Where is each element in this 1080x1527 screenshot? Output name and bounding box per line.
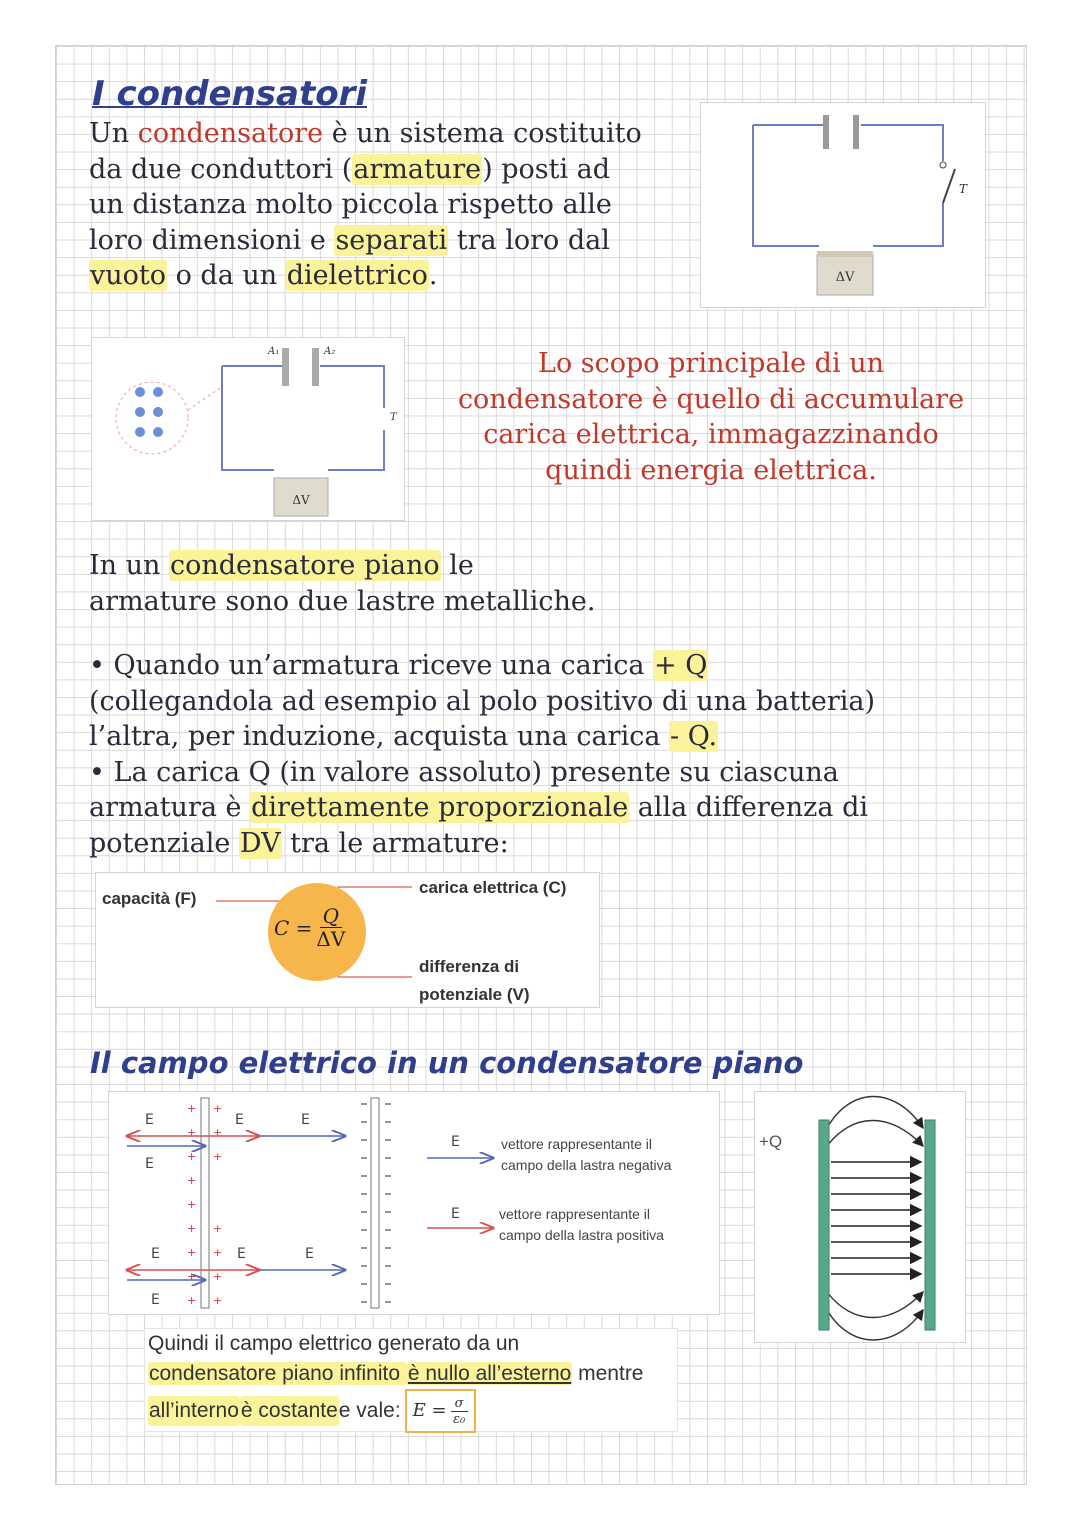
page-title: I condensatori [92, 74, 368, 114]
svg-text:+: + [187, 1294, 197, 1307]
legend-negative: vettore rappresentante il campo della lastra negativa [501, 1136, 672, 1173]
circuit-2-svg [92, 338, 404, 520]
e1-label: E [145, 1112, 154, 1128]
plate-a1-label: A₁ [268, 346, 280, 357]
svg-text:+: + [187, 1198, 197, 1211]
term-vuoto: vuoto [90, 260, 167, 291]
e1-label: E [151, 1246, 160, 1262]
svg-text:+: + [213, 1102, 223, 1115]
field-svg [109, 1092, 719, 1314]
plates-svg [755, 1092, 965, 1342]
svg-text:+: + [187, 1270, 197, 1283]
plates-field-diagram [754, 1091, 966, 1343]
svg-text:+: + [187, 1246, 197, 1259]
scope-paragraph: Lo scopo principale di un condensatore è quello di accumulare carica elettrica, immagazzinando quindi energia elettrica. [457, 348, 965, 486]
intro-paragraph: Un condensatore è un sistema costituito da due conduttori (armature) posti ad un distanza molto piccola rispetto alle loro dimensioni e separati tra loro dal vuoto o da un dielettrico. [89, 118, 642, 291]
svg-text:+: + [213, 1150, 223, 1163]
e2-label: E [151, 1292, 160, 1308]
e2-label: E [145, 1156, 154, 1172]
plate-a2-label: A₂ [324, 346, 336, 357]
term-dv: DV [239, 827, 281, 859]
piano-paragraph: In un condensatore piano le armature sono due lastre metalliche. [89, 550, 596, 617]
battery-2-dv-label: ΔV [292, 493, 310, 507]
term-condensatore-piano: condensatore piano [170, 550, 440, 581]
capacity-label: capacità (F) [102, 889, 197, 908]
term-armature: armature [353, 153, 482, 185]
bullets-paragraph: • Quando un’armatura riceve una carica + Q (collegandola ad esempio al polo positivo di una batteria) l’altra, per induzione, acquista una carica - Q. • La carica Q (in valore assoluto) presente su ciascuna armatura è direttamente proporzionale alla differenza di potenziale DV tra le armature: [89, 650, 876, 859]
term-proporzionale: direttamente proporzionale [251, 792, 629, 823]
conclusion-box: Quindi il campo elettrico generato da un condensatore piano infinito è nullo all’esterno mentre all’interno è costante e vale: E = $\frac{\sigma}{\text{ε₀}}$ [144, 1328, 678, 1432]
circuit-1-svg [701, 103, 985, 307]
potential-label: differenza di potenziale (V) [419, 957, 530, 1004]
svg-text:+: + [213, 1222, 223, 1235]
term-dielettrico: dielettrico [286, 260, 428, 291]
legend-e2-label: E [451, 1134, 460, 1150]
term-plus-q: + Q [654, 650, 708, 681]
svg-text:+: + [187, 1126, 197, 1139]
charge-label: carica elettrica (C) [419, 878, 567, 897]
svg-text:+: + [213, 1294, 223, 1307]
svg-text:+: + [213, 1270, 223, 1283]
svg-text:+: + [213, 1126, 223, 1139]
circuit-diagram-1 [700, 102, 986, 308]
plus-q-label: +Q [759, 1132, 783, 1151]
circuit-diagram-2 [91, 337, 405, 521]
svg-text:+: + [187, 1150, 197, 1163]
svg-text:+: + [187, 1222, 197, 1235]
svg-text:+: + [187, 1102, 197, 1115]
field-formula: E = $\frac{\sigma}{\text{ε₀}}$ [405, 1389, 476, 1433]
formula-expression: C = $\frac{Q}{\Delta V}$ [274, 904, 346, 951]
e2-label: E [301, 1112, 310, 1128]
battery-dv-label: ΔV [835, 270, 855, 285]
switch-label: T [959, 182, 968, 196]
e2-label: E [305, 1246, 314, 1262]
legend-positive: vettore rappresentante il campo della lastra positiva [499, 1206, 664, 1243]
capacity-formula-box [95, 872, 600, 1008]
svg-text:+: + [213, 1246, 223, 1259]
field-diagram [108, 1091, 720, 1315]
term-separati: separati [335, 224, 448, 256]
e1-label: E [235, 1112, 244, 1128]
term-minus-q: - Q. [670, 721, 718, 752]
svg-text:+: + [187, 1174, 197, 1187]
switch-2-label: T [390, 412, 397, 423]
legend-e1-label: E [451, 1206, 460, 1222]
term-condensatore: condensatore [137, 118, 324, 149]
e1-label: E [237, 1246, 246, 1262]
section-title: Il campo elettrico in un condensatore piano [90, 1046, 804, 1080]
